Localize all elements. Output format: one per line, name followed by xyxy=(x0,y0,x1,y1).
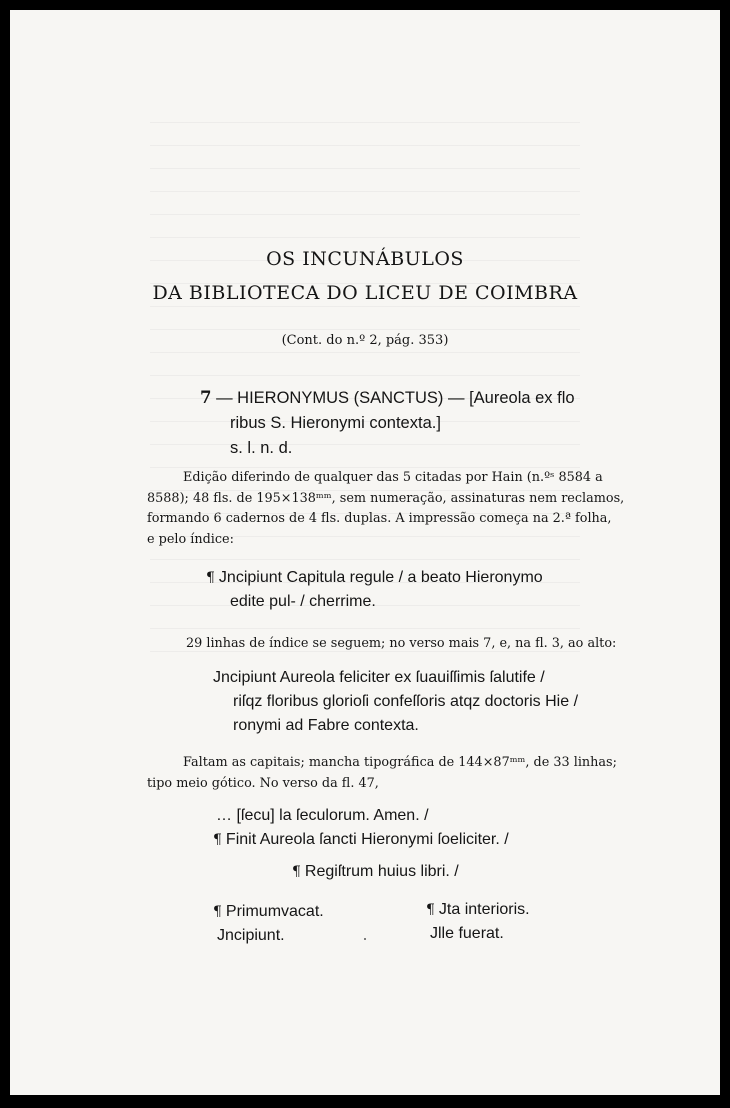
capitals-paragraph xyxy=(147,753,637,794)
page-title-line2: DA BIBLIOTECA DO LICEU DE COIMBRA xyxy=(152,282,578,304)
registrum-quote xyxy=(292,860,592,884)
entry-head-text: — HIERONYMUS (SANCTUS) — [Aureola ex flo xyxy=(211,389,575,407)
document-page xyxy=(10,10,720,1095)
pilcrow-icon: ¶ xyxy=(213,832,222,848)
pilcrow-icon: ¶ xyxy=(426,902,435,918)
entry-line2: ribus S. Hieronymi contexta.] xyxy=(230,414,441,432)
quote-line: riſqz floribus glorioſi confeſſoris atqz doctoris Hie / xyxy=(233,693,579,710)
pilcrow-icon: ¶ xyxy=(213,904,222,920)
paragraph-line: Faltam as capitais; mancha tipográfica de 144×87ᵐᵐ, de 33 linhas; xyxy=(183,755,617,770)
entry-heading xyxy=(200,385,640,411)
quote-line: Jncipiunt Capitula regule / a beato Hieronymo xyxy=(218,569,543,586)
pilcrow-icon: ¶ xyxy=(206,570,215,586)
catalog-entry xyxy=(200,385,640,461)
entry-number: 7 xyxy=(200,388,212,407)
page-title-line1: OS INCUNÁBULOS xyxy=(266,248,464,270)
quote-line: Regiſtrum huius libri. / xyxy=(304,863,459,880)
continuation-note: (Cont. do n.º 2, pág. 353) xyxy=(281,333,449,348)
quote-line: Jlle fuerat. xyxy=(430,925,504,942)
paragraph-line: tipo meio gótico. No verso da fl. 47, xyxy=(147,775,379,791)
quote-line: Jta interioris. xyxy=(438,901,530,918)
registrum-left-column xyxy=(213,900,453,948)
incipit-quote xyxy=(206,566,646,614)
description-paragraph xyxy=(147,468,627,550)
quote-line: ronymi ad Fabre contexta. xyxy=(233,717,419,734)
registrum-right-column xyxy=(426,898,626,946)
index-paragraph: 29 linhas de índice se seguem; no verso mais 7, e, na fl. 3, ao alto: xyxy=(186,636,617,651)
quote-line: Finit Aureola ſancti Hieronymi ſoeliciter. / xyxy=(225,831,509,848)
paragraph-line: 8588); 48 fls. de 195×138ᵐᵐ, sem numeração, assinaturas nem reclamos, xyxy=(147,490,625,506)
quote-line: Primumvacat. xyxy=(225,903,324,920)
quote-line: Jncipiunt Aureola feliciter ex ſuauiſſimis ſalutife / xyxy=(213,669,545,686)
quote-line: edite pul- / cherrime. xyxy=(230,593,376,610)
paragraph-line: e pelo índice: xyxy=(147,531,234,547)
quote-line: Jncipiunt. xyxy=(217,927,285,944)
entry-line3: s. l. n. d. xyxy=(230,439,293,457)
stray-mark xyxy=(364,938,366,940)
paragraph-line: Edição diferindo de qualquer das 5 citadas por Hain (n.ºˢ 8584 a xyxy=(183,470,603,485)
paragraph-line: formando 6 cadernos de 4 fls. duplas. A impressão começa na 2.ª folha, xyxy=(147,511,612,526)
aureola-quote xyxy=(213,666,643,738)
quote-line: … [ſecu] la ſeculorum. Amen. / xyxy=(216,807,429,824)
explicit-quote xyxy=(213,804,653,852)
pilcrow-icon: ¶ xyxy=(292,864,301,880)
